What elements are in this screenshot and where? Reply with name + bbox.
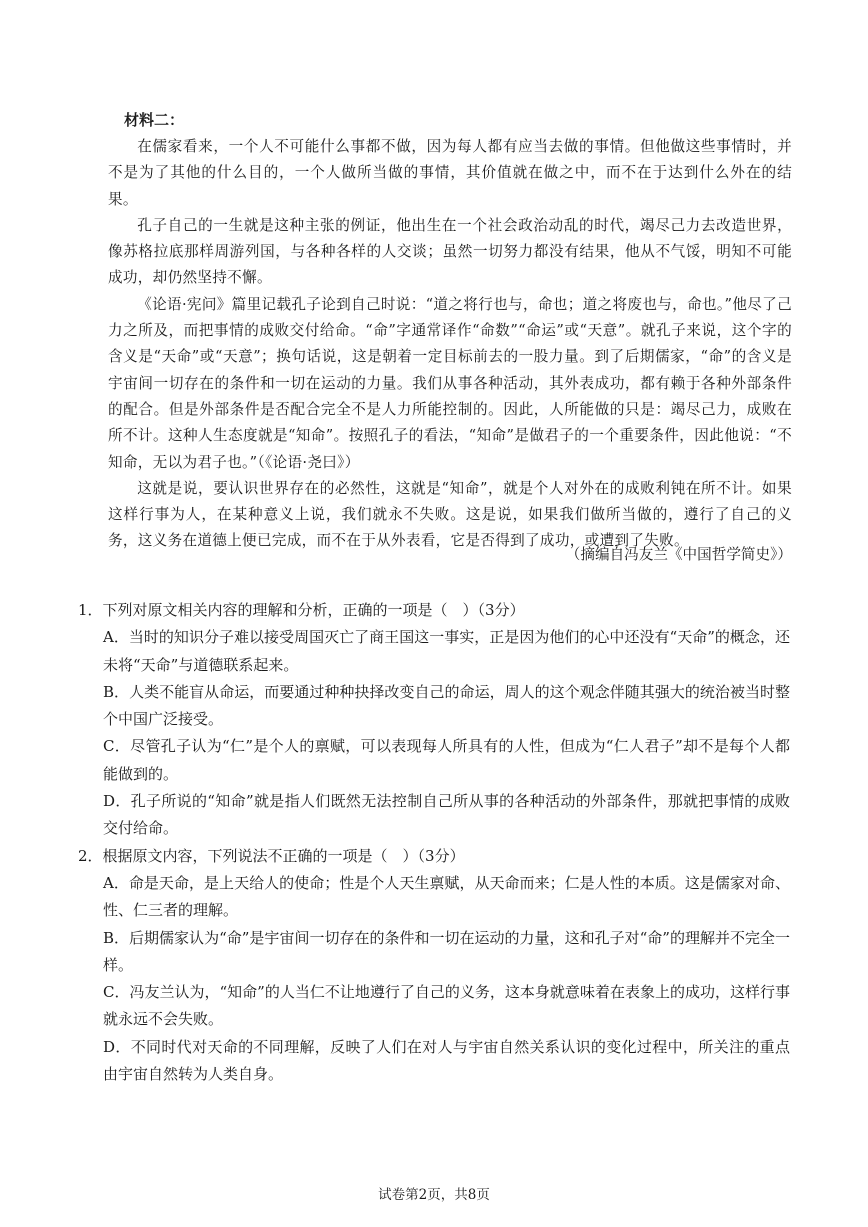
question-stem: 2．根据原文内容，下列说法不正确的一项是（ ）（3分） bbox=[78, 846, 465, 865]
source-citation: （摘编自冯友兰《中国哲学简史》） bbox=[565, 546, 792, 563]
answer-option: C．冯友兰认为，“知命”的人当仁不让地遵行了自己的义务，这本身就意味着在表象上的成功，这样行事就永远不会失败。 bbox=[103, 983, 790, 1029]
answer-option: A．命是天命，是上天给人的使命；性是个人天生禀赋，从天命而来；仁是人性的本质。这是儒家对命、性、仁三者的理解。 bbox=[103, 873, 790, 920]
answer-option: C．尽管孔子认为“仁”是个人的禀赋，可以表现每人所具有的人性，但成为“仁人君子”却不是每个人都能做到的。 bbox=[103, 737, 790, 783]
answer-option: A．当时的知识分子难以接受周国灭亡了商王国这一事实，正是因为他们的心中还没有“天命”的概念，还未将“天命”与道德联系起来。 bbox=[103, 628, 790, 674]
page-footer: 试卷第2页，共8页 bbox=[378, 1187, 490, 1203]
material-paragraph: 《论语·宪问》篇里记载孔子论到自己时说：“道之将行也与，命也；道之将废也与，命也。”他尽了己力之所及，而把事情的成败交付给命。“命”字通常译作“命数”“命运”或“天意”。就孔子来说，这个字的含义是“天命”或“天意”；换句话说，这是朝着一定目标前去的一股力量。到了后期儒家，“命”的含义是宇宙间一切存在的条件和一切在运动的力量。我们从事各种活动，其外表成功，都有赖于各种外部条件的配合。但是外部条件是否配合完全不是人力所能控制的。因此，人所能做的只是：竭尽己力，成败在所不计。这种人生态度就是“知命”。按照孔子的看法，“知命”是做君子的一个重要条件，因此他说：“不知命，无以为君子也。”（《论语·尧曰》） bbox=[108, 295, 792, 471]
material-paragraph: 在儒家看来，一个人不可能什么事都不做，因为每人都有应当去做的事情。但他做这些事情时，并不是为了其他的什么目的，一个人做所当做的事情，其价值就在做之中，而不在于达到什么外在的结果。 bbox=[108, 138, 792, 208]
answer-option: D．孔子所说的“知命”就是指人们既然无法控制自己所从事的各种活动的外部条件，那就把事情的成败交付给命。 bbox=[103, 792, 790, 838]
question-stem: 1．下列对原文相关内容的理解和分析，正确的一项是（ ）（3分） bbox=[78, 601, 525, 619]
material-heading: 材料二： bbox=[124, 111, 185, 129]
answer-option: B．人类不能盲从命运，而要通过种种抉择改变自己的命运，周人的这个观念伴随其强大的统治被当时整个中国广泛接受。 bbox=[103, 682, 790, 729]
question-list bbox=[78, 597, 790, 1088]
material-paragraph: 孔子自己的一生就是这种主张的例证，他出生在一个社会政治动乱的时代，竭尽己力去改造世界，像苏格拉底那样周游列国，与各种各样的人交谈；虽然一切努力都没有结果，他从不气馁，明知不可能成功，却仍然坚持不懈。 bbox=[108, 216, 792, 287]
material-text bbox=[108, 134, 792, 555]
material-paragraph: 这就是说，要认识世界存在的必然性，这就是“知命”，就是个人对外在的成败利钝在所不计。如果这样行事为人，在某种意义上说，我们就永不失败。这是说，如果我们做所当做的，遵行了自己的义务，这义务在道德上便已完成，而不在于从外表看，它是否得到了成功，或遭到了失败。 bbox=[108, 479, 792, 550]
answer-option: D．不同时代对天命的不同理解，反映了人们在对人与宇宙自然关系认识的变化过程中，所关注的重点由宇宙自然转为人类自身。 bbox=[103, 1037, 790, 1084]
answer-option: B．后期儒家认为“命”是宇宙间一切存在的条件和一切在运动的力量，这和孔子对“命”的理解并不完全一样。 bbox=[103, 928, 790, 974]
